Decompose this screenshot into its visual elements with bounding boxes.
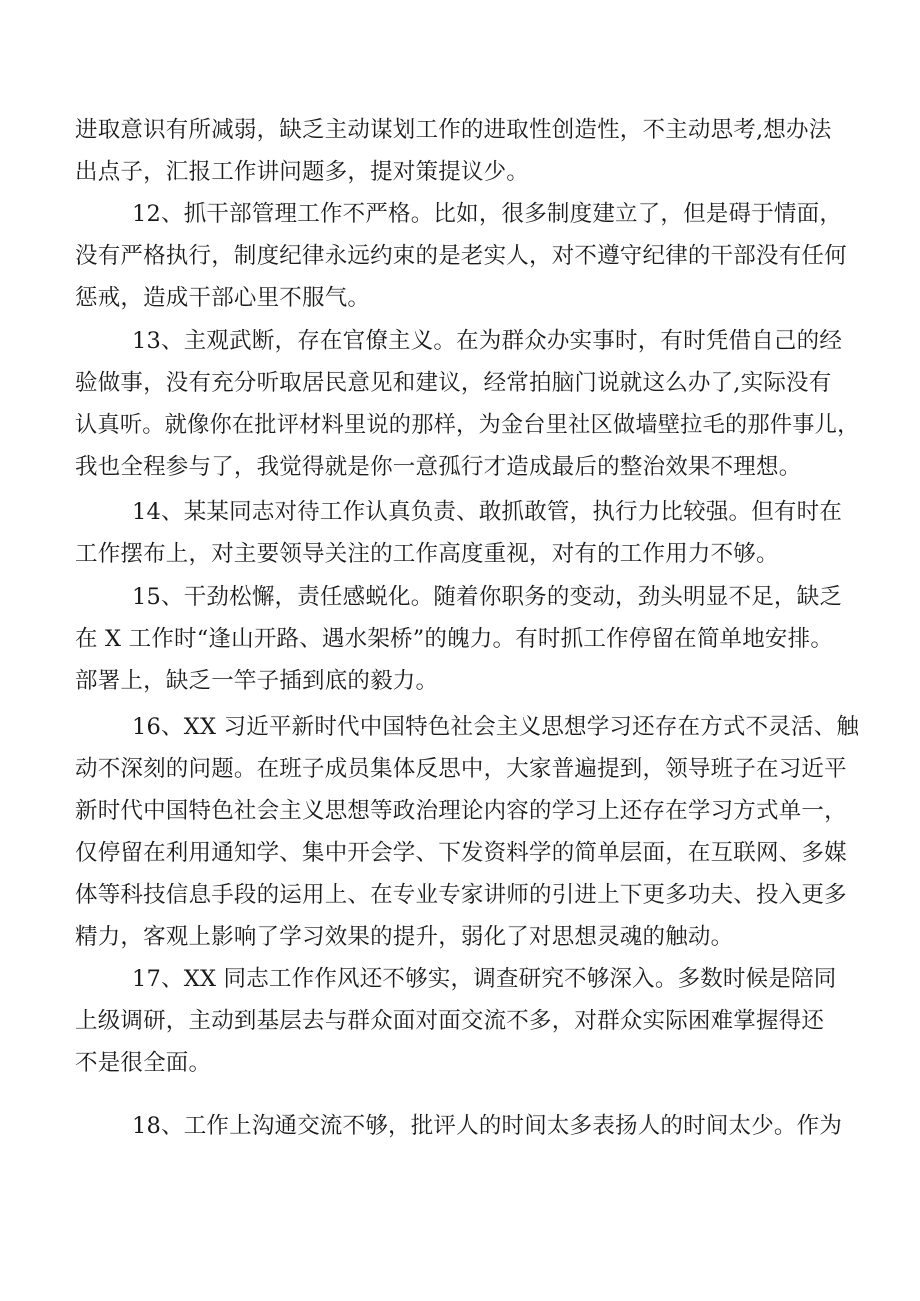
text-line: 12、抓干部管理工作不严格。比如，很多制度建立了，但是碍于情面， <box>132 201 843 227</box>
text-line: 验做事，没有充分听取居民意见和建议，经常拍脑门说就这么办了,实际没有 <box>75 370 832 396</box>
text-line: 工作摆布上，对主要领导关注的工作高度重视，对有的工作用力不够。 <box>75 541 779 567</box>
text-line: 体等科技信息手段的运用上、在专业专家讲师的引进上下更多功夫、投入更多 <box>75 882 847 908</box>
text-line: 我也全程参与了，我觉得就是你一意孤行才造成最后的整治效果不理想。 <box>75 454 802 480</box>
text-line: 动不深刻的问题。在班子成员集体反思中，大家普遍提到，领导班子在习近平 <box>75 756 847 782</box>
text-line: 精力，客观上影响了学习效果的提升，弱化了对思想灵魂的触动。 <box>75 924 734 950</box>
text-line: 15、干劲松懈，责任感蜕化。随着你职务的变动，劲头明显不足，缺乏 <box>132 584 843 610</box>
text-line: 上级调研，主动到基层去与群众面对面交流不多，对群众实际困难掌握得还 <box>75 1008 825 1034</box>
text-line: 进取意识有所减弱，缺乏主动谋划工作的进取性创造性，不主动思考,想办法 <box>75 117 832 143</box>
text-line: 仅停留在利用通知学、集中开会学、下发资料学的简单层面，在互联网、多媒 <box>75 840 847 866</box>
text-line: 惩戒，造成干部心里不服气。 <box>75 285 371 311</box>
text-line: 认真听。就像你在批评材料里说的那样，为金台里社区做墙壁拉毛的那件事儿， <box>75 412 860 438</box>
text-line: 17、XX 同志工作作风还不够实，调查研究不够深入。多数时候是陪同 <box>132 966 837 992</box>
text-line: 不是很全面。 <box>75 1050 212 1076</box>
text-line: 16、XX 习近平新时代中国特色社会主义思想学习还存在方式不灵活、触 <box>132 714 860 740</box>
text-line: 在 X 工作时“逢山开路、遇水架桥”的魄力。有时抓工作停留在简单地安排。 <box>75 626 834 652</box>
text-line: 14、某某同志对待工作认真负责、敢抓敢管，执行力比较强。但有时在 <box>132 499 843 525</box>
text-line: 13、主观武断，存在官僚主义。在为群众办实事时，有时凭借自己的经 <box>132 328 843 354</box>
text-line: 新时代中国特色社会主义思想等政治理论内容的学习上还存在学习方式单一， <box>75 798 847 824</box>
text-line: 18、工作上沟通交流不够，批评人的时间太多表扬人的时间太少。作为 <box>132 1113 843 1139</box>
text-line: 部署上，缺乏一竿子插到底的毅力。 <box>75 668 439 694</box>
text-line: 出点子，汇报工作讲问题多，提对策提议少。 <box>75 159 530 185</box>
text-line: 没有严格执行，制度纪律永远约束的是老实人，对不遵守纪律的干部没有任何 <box>75 243 847 269</box>
